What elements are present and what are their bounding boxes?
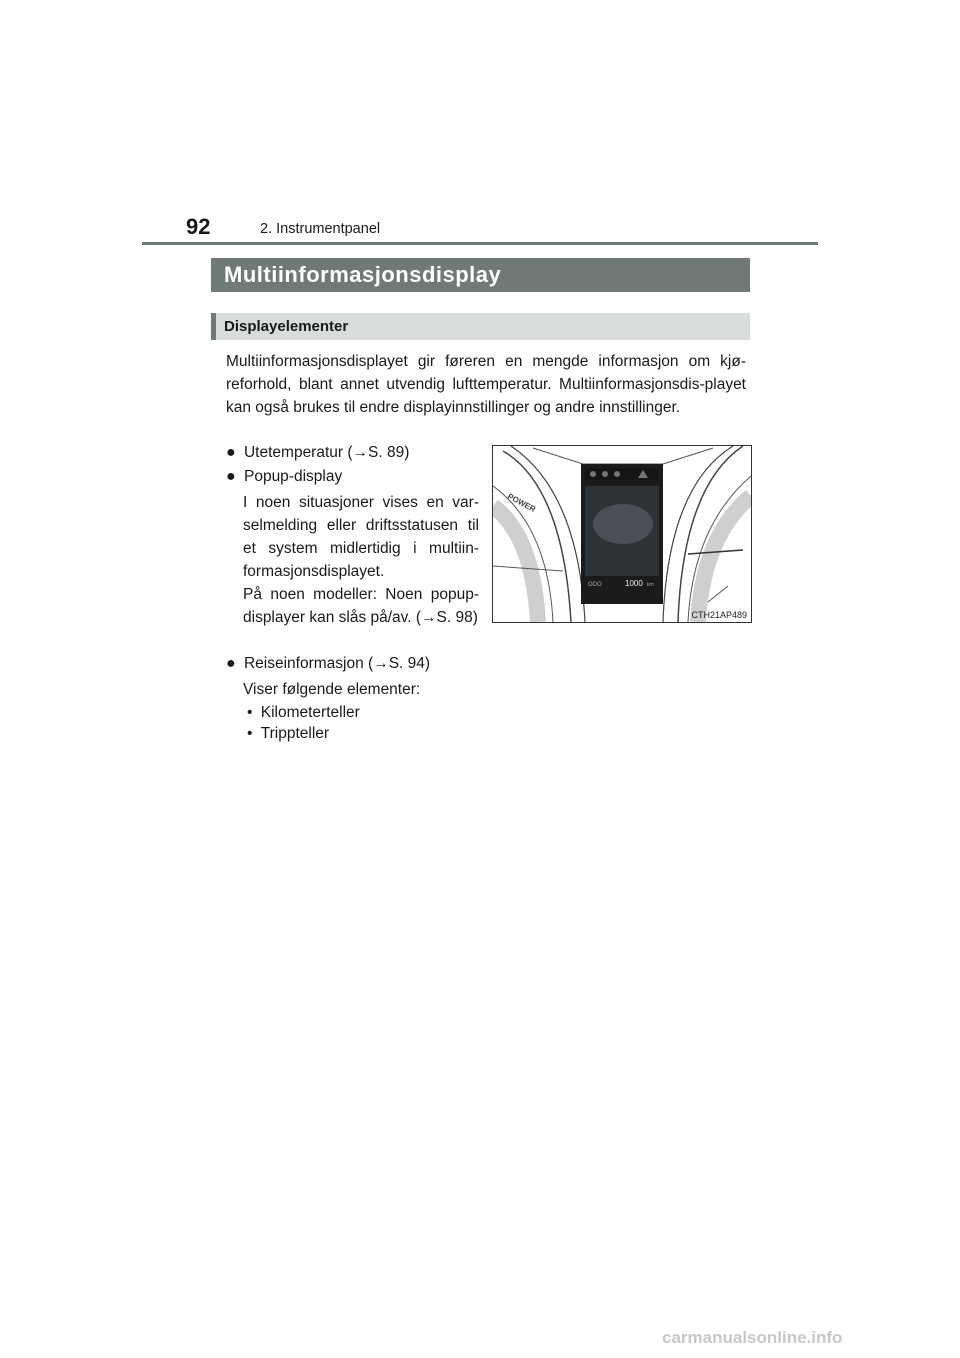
instrument-cluster-figure — [492, 445, 752, 623]
intro-paragraph: Multiinformasjonsdisplayet gir føreren en mengde informasjon om kjø-reforhold, blant annet utvendig lufttemperatur. Multiinformasjonsdis-playet kan også brukes til endre displayinnstillinger og andre innstillinger. — [226, 353, 746, 416]
bullet-icon: ● — [226, 468, 236, 485]
list-item — [226, 441, 409, 464]
sub-list-item-text: Trippteller — [260, 725, 330, 742]
list-item-description: I noen situasjoner vises en var-selmelding eller driftsstatusen til et system midlertidig i multiin-formasjonsdisplayet. — [243, 494, 479, 580]
bullet-icon: • — [247, 725, 253, 742]
sub-list-item — [247, 722, 329, 745]
odometer-value: 1000 — [625, 579, 643, 588]
figure-code: CTH21AP489 — [691, 610, 747, 620]
instrument-cluster-illustration — [493, 446, 751, 622]
list-item-description: På noen modeller: Noen popup-displayer kan slås på/av. (→S. 98) — [243, 586, 479, 626]
section-title: Multiinformasjonsdisplay — [224, 262, 502, 287]
list-item-description: Viser følgende elementer: — [243, 681, 421, 698]
odometer-unit: km — [647, 582, 654, 588]
subsection-accent — [211, 313, 216, 340]
list-item — [226, 465, 342, 488]
bullet-icon: ● — [226, 444, 236, 461]
chapter-title: 2. Instrumentpanel — [260, 221, 381, 237]
list-item-text: Utetemperatur (→S. 89) — [243, 444, 410, 461]
header-divider — [142, 242, 818, 245]
power-label: POWER — [506, 491, 537, 514]
svg-text:ODO: ODO — [588, 582, 602, 588]
list-item — [226, 652, 430, 675]
watermark: carmanualsonline.info — [662, 1328, 843, 1347]
subsection-title: Displayelementer — [224, 318, 349, 335]
list-item-text: Reiseinformasjon (→S. 94) — [243, 655, 431, 672]
sub-list-item-text: Kilometerteller — [260, 704, 360, 721]
bullet-icon: • — [247, 704, 253, 721]
list-item-text: Popup-display — [243, 468, 343, 485]
sub-list-item — [247, 701, 360, 724]
page-number: 92 — [186, 214, 211, 239]
bullet-icon: ● — [226, 655, 236, 672]
